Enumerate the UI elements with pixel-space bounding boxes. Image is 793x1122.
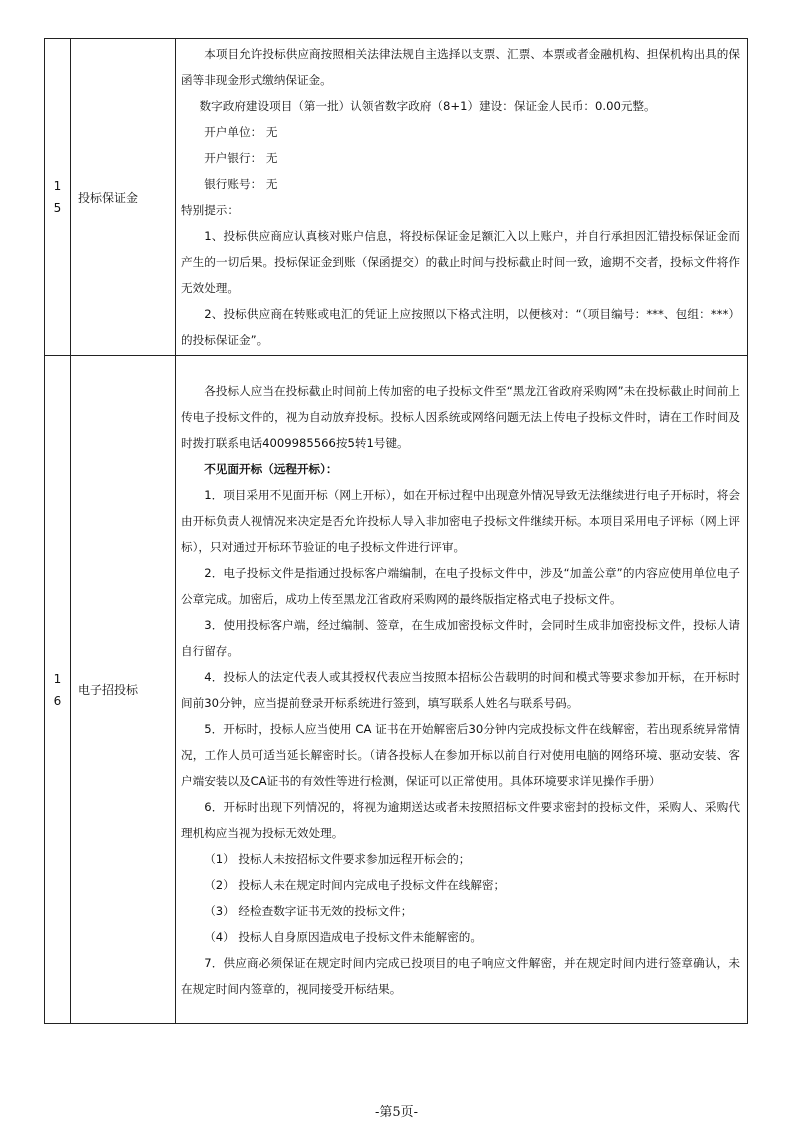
paragraph: 6．开标时出现下列情况的，将视为逾期送达或者未按照招标文件要求密封的投标文件，采购人、采购代理机构应当视为投标无效处理。 <box>181 799 740 840</box>
row-number-digit: 1 <box>53 179 62 193</box>
section-heading: 不见面开标（远程开标）： <box>204 461 338 476</box>
paragraph: 银行账号： 无 <box>204 177 278 191</box>
row-content-electronic-bidding <box>176 356 748 1024</box>
list-item: （1） 投标人未按招标文件要求参加远程开标会的； <box>204 851 471 866</box>
paragraph: 7．供应商必须保证在规定时间内完成已投项目的电子响应文件解密，并在规定时间内进行签章确认，未在规定时间内签章的，视同接受开标结果。 <box>181 955 740 996</box>
paragraph: 本项目允许投标供应商按照相关法律法规自主选择以支票、汇票、本票或者金融机构、担保机构出具的保函等非现金形式缴纳保证金。 <box>181 47 740 87</box>
row-label-bid-bond: 投标保证金 <box>71 39 176 356</box>
row-number-cell <box>45 39 71 356</box>
paragraph: 5．开标时，投标人应当使用 CA 证书在开始解密后30分钟内完成投标文件在线解密，若出现系统异常情况，工作人员可适当延长解密时长。（请各投标人在参加开标以前自行对使用电脑的网络环境、驱动安装、客户端安装以及CA证书的有效性等进行检测，保证可以正常使用。具体环境要求详见操作手册） <box>181 721 740 788</box>
paragraph: 3．使用投标客户端，经过编制、签章，在生成加密投标文件时，会同时生成非加密投标文件，投标人请自行留存。 <box>181 617 740 658</box>
list-item: （2） 投标人未在规定时间内完成电子投标文件在线解密； <box>204 877 506 892</box>
tender-requirements-table <box>44 38 748 1024</box>
paragraph: 各投标人应当在投标截止时间前上传加密的电子投标文件至“黑龙江省政府采购网”未在投标截止时间前上传电子投标文件的，视为自动放弃投标。投标人因系统或网络问题无法上传电子投标文件时，请在工作时间及时拨打联系电话4009985566按5转1号键。 <box>181 383 740 450</box>
paragraph: 数字政府建设项目（第一批）认领省数字政府（8+1）建设：保证金人民币：0.00元整。 <box>199 99 656 113</box>
row-number-cell <box>45 356 71 1024</box>
table-row-15 <box>45 39 748 356</box>
paragraph: 1、投标供应商应认真核对账户信息，将投标保证金足额汇入以上账户，并自行承担因汇错投标保证金而产生的一切后果。投标保证金到账（保函提交）的截止时间与投标截止时间一致，逾期不交者，投标文件将作无效处理。 <box>181 229 740 295</box>
row-number-digit: 6 <box>53 693 62 708</box>
paragraph: 2、投标供应商在转账或电汇的凭证上应按照以下格式注明，以便核对：“（项目编号：***、包组：***）的投标保证金”。 <box>181 307 740 347</box>
page-number: -第5页- <box>374 1105 419 1120</box>
table-row-16 <box>45 356 748 1024</box>
paragraph: 1．项目采用不见面开标（网上开标），如在开标过程中出现意外情况导致无法继续进行电子开标时，将会由开标负责人视情况来决定是否允许投标人导入非加密电子投标文件继续开标。本项目采用电子评标（网上评标），只对通过开标环节验证的电子投标文件进行评审。 <box>181 487 740 554</box>
paragraph: 特别提示： <box>181 203 239 217</box>
paragraph: 开户单位： 无 <box>204 125 278 139</box>
row-label-electronic-bidding: 电子招投标 <box>71 356 176 1024</box>
paragraph: 2．电子投标文件是指通过投标客户端编制，在电子投标文件中，涉及“加盖公章”的内容应使用单位电子公章完成。加密后，成功上传至黑龙江省政府采购网的最终版指定格式电子投标文件。 <box>181 565 740 606</box>
paragraph: 开户银行： 无 <box>204 151 278 165</box>
row-number-digit: 1 <box>53 671 62 686</box>
list-item: （4） 投标人自身原因造成电子投标文件未能解密的。 <box>204 929 482 944</box>
row-content-bid-bond <box>176 39 748 356</box>
list-item: （3） 经检查数字证书无效的投标文件； <box>204 903 413 918</box>
row-number-digit: 5 <box>53 201 62 215</box>
paragraph: 4．投标人的法定代表人或其授权代表应当按照本招标公告载明的时间和模式等要求参加开标，在开标时间前30分钟，应当提前登录开标系统进行签到，填写联系人姓名与联系号码。 <box>181 669 740 710</box>
